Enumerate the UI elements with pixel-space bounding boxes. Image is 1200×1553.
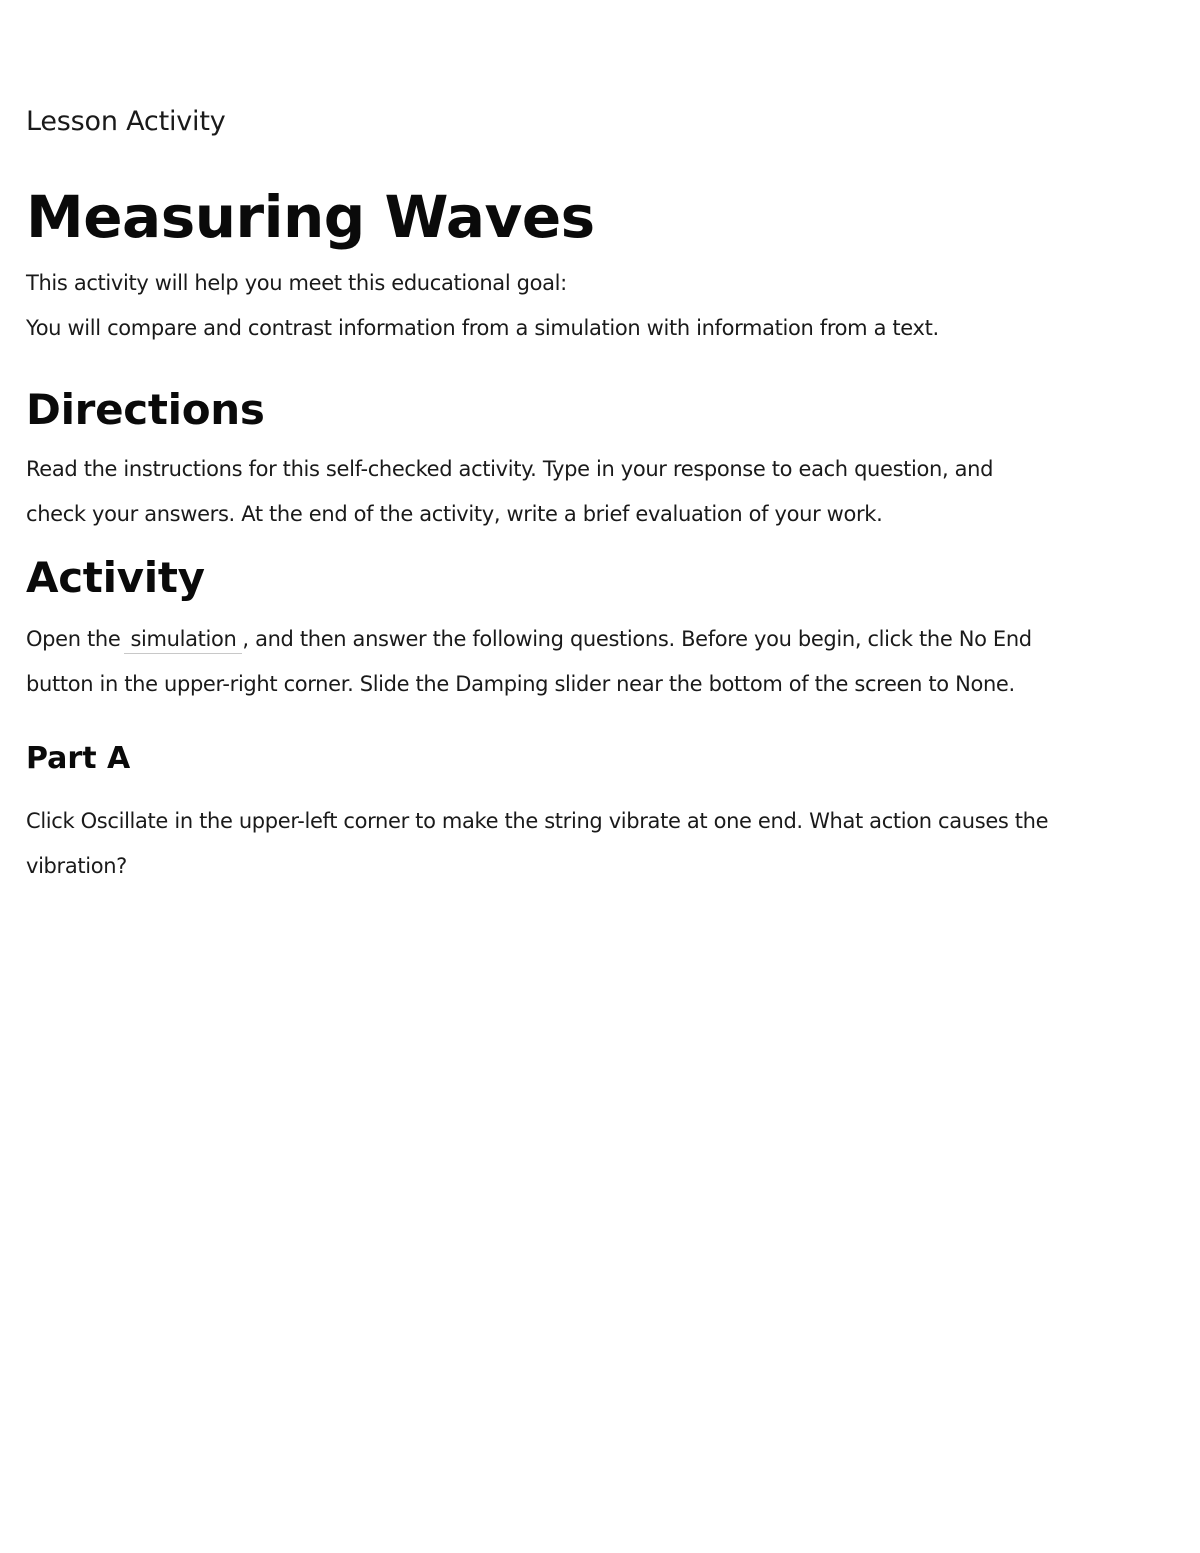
simulation-link[interactable]: simulation xyxy=(124,627,242,654)
activity-text-line-1 xyxy=(26,624,1032,654)
page-title: Measuring Waves xyxy=(26,183,595,251)
part-a-heading: Part A xyxy=(26,741,131,776)
activity-heading: Activity xyxy=(26,553,205,602)
activity-text-line-2: button in the upper-right corner. Slide the Damping slider near the bottom of the screen to None. xyxy=(26,672,1015,696)
lesson-type-label: Lesson Activity xyxy=(26,106,226,137)
directions-text-line-2: check your answers. At the end of the activity, write a brief evaluation of your work. xyxy=(26,502,883,526)
part-a-question-line-1: Click Oscillate in the upper-left corner to make the string vibrate at one end. What action causes the xyxy=(26,809,1049,833)
directions-heading: Directions xyxy=(26,385,265,434)
activity-text-suffix: , and then answer the following questions. Before you begin, click the No End xyxy=(242,627,1032,651)
goal-text: You will compare and contrast information from a simulation with information from a text. xyxy=(26,316,939,340)
goal-intro-text: This activity will help you meet this educational goal: xyxy=(26,271,567,295)
activity-text-prefix: Open the xyxy=(26,627,121,651)
directions-text-line-1: Read the instructions for this self-checked activity. Type in your response to each question, and xyxy=(26,457,994,481)
part-a-question-line-2: vibration? xyxy=(26,854,127,878)
